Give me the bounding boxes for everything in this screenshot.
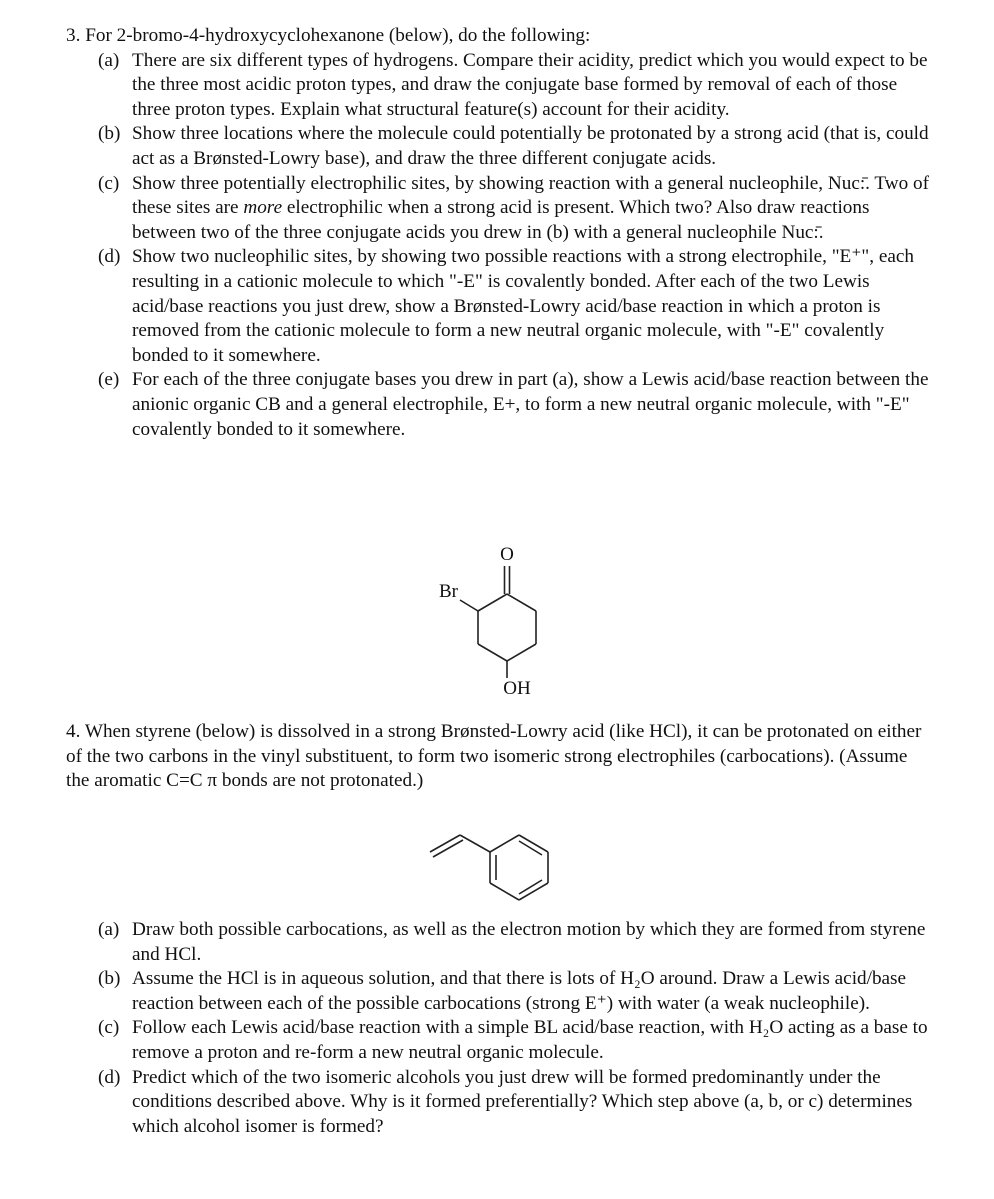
ring-bond <box>478 644 507 661</box>
part-label: (b) <box>98 968 121 990</box>
question-3-part-a <box>98 49 938 123</box>
molecule-drawing <box>420 815 560 895</box>
part-text: Show two nucleophilic sites, by showing two possible reactions with a strong electrophile, "E⁺", each resulting in a cationic molecule to which "-E" is covalently bonded. After each of the two Lewis acid/base reactions you just drew, show a Brønsted-Lowry acid/base reaction in which a proton is removed from the cationic molecule to form a new neutral organic molecule, with "-E" covalently bonded to it somewhere. <box>132 246 914 366</box>
part-label: (e) <box>98 369 120 391</box>
question-4-parts-section <box>66 918 926 1139</box>
question-4-stem: 4. When styrene (below) is dissolved in a strong Brønsted-Lowry acid (like HCl), it can be protonated on either of the two carbons in the vinyl substituent, to form two isomeric strong electrophiles (carbocations). (Assume the aromatic C=C π bonds are not protonated.) <box>66 721 922 792</box>
question-4-part-d <box>98 1066 938 1140</box>
emphasis-more: more <box>243 197 283 219</box>
question-4-parts <box>98 918 938 1139</box>
part-label: (d) <box>98 246 121 268</box>
part-label: (c) <box>98 172 120 194</box>
part-label: (d) <box>98 1066 121 1088</box>
part-text: For each of the three conjugate bases you drew in part (a), show a Lewis acid/base reaction between the anionic organic CB and a general electrophile, E+, to form a new neutral organic molecule, with "-E" covalently bonded to it somewhere. <box>132 369 929 440</box>
question-4-part-b <box>98 967 938 1016</box>
aromatic-bond <box>519 841 542 855</box>
question-3-part-e <box>98 368 938 442</box>
part-label: (a) <box>98 49 120 71</box>
question-4-part-a <box>98 918 938 967</box>
question-3-stem: 3. For 2-bromo-4-hydroxycyclohexanone (below), do the following: <box>66 25 591 46</box>
aromatic-bond <box>519 880 542 894</box>
question-3 <box>66 24 966 442</box>
part-label: (b) <box>98 123 121 145</box>
part-text: Show three locations where the molecule could potentially be protonated by a strong acid (that is, could act as a Brønsted-Lowry base), and draw the three different conjugate acids. <box>132 123 929 169</box>
atom-o-label: O <box>500 544 514 565</box>
question-3-part-d <box>98 245 938 368</box>
part-text: Predict which of the two isomeric alcohols you just drew will be formed predominantly under the conditions described above. Why is it formed preferentially? Which step above (a, b, or c) determines which alcohol isomer is formed? <box>132 1066 913 1137</box>
styrene-structure <box>420 815 560 895</box>
ring-bond <box>478 594 507 611</box>
ring-bond <box>507 644 536 661</box>
molecule-drawing <box>420 540 600 700</box>
ring-bond <box>490 883 519 900</box>
question-3-parts <box>98 49 938 443</box>
atom-oh-label: OH <box>503 678 531 699</box>
ring-bond <box>507 594 536 611</box>
part-label: (a) <box>98 919 120 940</box>
part-text: Assume the HCl is in aqueous solution, and that there is lots of H₂O around. Draw a Lewis acid/base reaction between each of the possible carbocations (strong E⁺) with water (a weak nucleophile). <box>132 968 907 1014</box>
question-4-part-c <box>98 1016 938 1065</box>
part-text-segment: electrophilic when a strong acid is present. Which two? Also draw reactions between two of the three conjugate acids you drew in (b) with a general nucleophile Nuc:̄. <box>132 197 870 243</box>
part-text: There are six different types of hydrogens. Compare their acidity, predict which you would expect to be the three most acidic proton types, and draw the conjugate base formed by removal of each of those three proton types. Explain what structural feature(s) account for their acidity. <box>132 49 928 120</box>
question-3-part-c <box>98 172 938 246</box>
part-text <box>132 172 938 246</box>
bromohydroxycyclohexanone-structure <box>420 540 600 700</box>
part-label: (c) <box>98 1017 120 1039</box>
atom-br-label: Br <box>439 581 458 602</box>
c-br-bond <box>460 600 478 611</box>
part-text-segment: Show three potentially electrophilic sites, by showing reaction with a general nucleophile, Nuc:̄. Two of these sites are <box>132 172 930 219</box>
part-text: Follow each Lewis acid/base reaction with a simple BL acid/base reaction, with H₂O acting as a base to remove a proton and re-form a new neutral organic molecule. <box>132 1017 928 1063</box>
vinyl-bond <box>460 835 490 852</box>
question-3-part-b <box>98 122 938 171</box>
part-text: Draw both possible carbocations, as well as the electron motion by which they are formed from styrene and HCl. <box>132 919 926 965</box>
ring-bond <box>490 835 519 852</box>
page-edge-arc <box>0 600 10 660</box>
question-4 <box>66 720 926 794</box>
